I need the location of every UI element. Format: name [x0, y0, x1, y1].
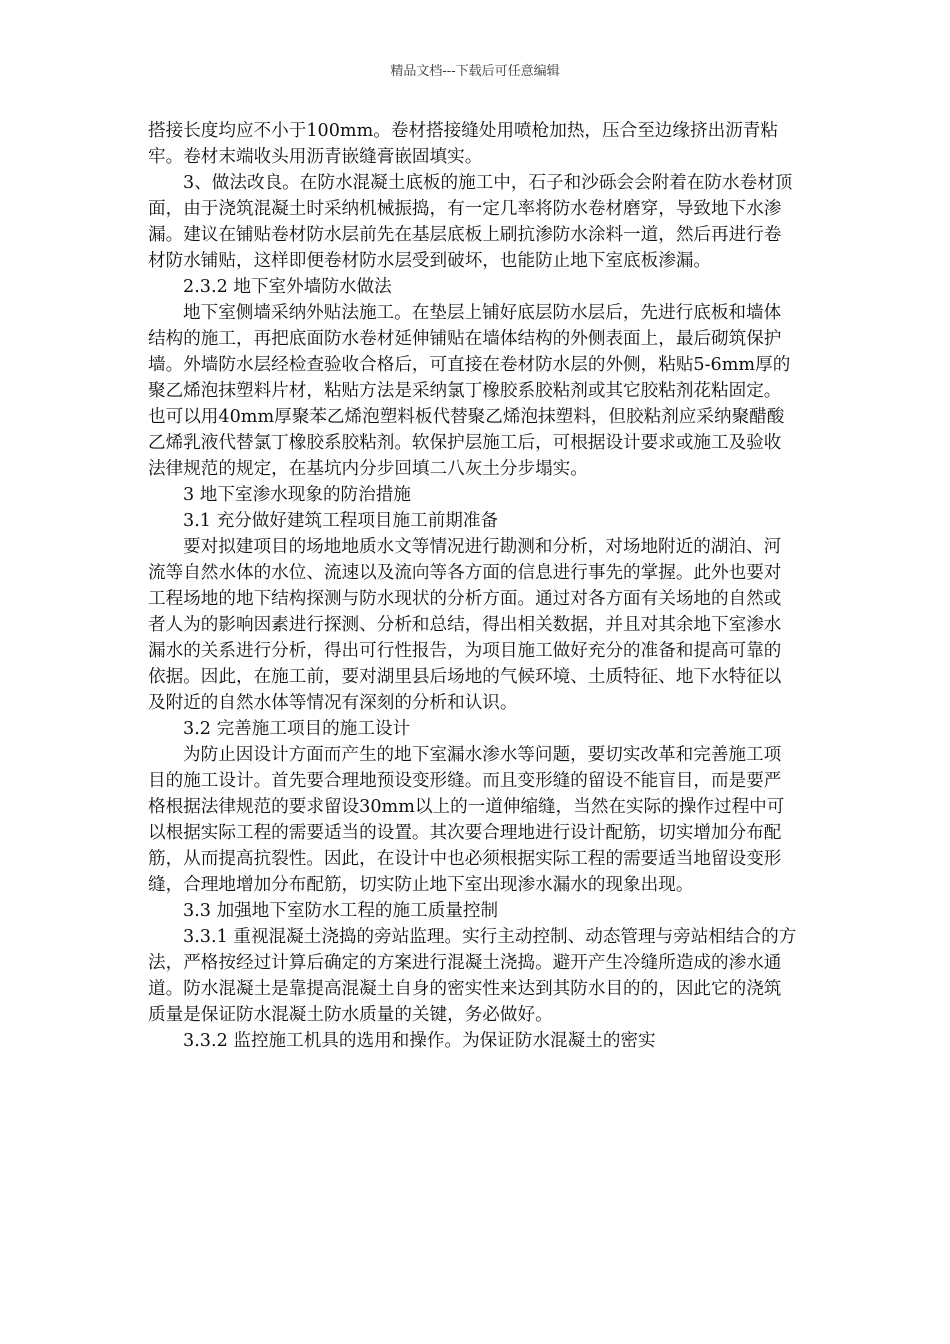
page-header: 精品文档---下载后可任意编辑 [390, 64, 560, 79]
paragraph-exterior-wall: 地下室侧墙采纳外贴法施工。在垫层上铺好底层防水层后，先进行底板和墙体结构的施工，再把底面防水卷材延伸铺贴在墙体结构的外侧表面上，最后砌筑保护墙。外墙防水层经检查验收合格后，可直接在卷材防水层的外侧，粘贴5-6mm厚的聚乙烯泡抹塑料片材，粘贴方法是采纳氯丁橡胶系胶粘剂或其它胶粘剂花粘固定。也可以用40mm厚聚苯乙烯泡塑料板代替聚乙烯泡抹塑料，但胶粘剂应采纳聚醋酸乙烯乳液代替氯丁橡胶系胶粘剂。软保护层施工后，可根据设计要求或施工及验收法律规范的规定，在基坑内分步回填二八灰土分步塌实。 [148, 303, 791, 479]
section-heading-3-2: 3.2 完善施工项目的施工设计 [183, 719, 411, 739]
section-heading-3: 3 地下室渗水现象的防治措施 [183, 485, 411, 505]
section-heading-2-3-2: 2.3.2 地下室外墙防水做法 [183, 277, 392, 297]
paragraph-preparation: 要对拟建项目的场地地质水文等情况进行勘测和分析，对场地附近的湖泊、河流等自然水体的水位、流速以及流向等各方面的信息进行事先的掌握。此外也要对工程场地的地下结构探测与防水现状的分析方面。通过对各方面有关场地的自然或者人为的影响因素进行探测、分析和总结，得出相关数据，并且对其余地下室渗水漏水的关系进行分析，得出可行性报告，为项目施工做好充分的准备和提高可靠的依据。因此，在施工前，要对湖里县后场地的气候环境、土质特征、地下水特征以及附近的自然水体等情况有深刻的分析和认识。 [148, 537, 782, 713]
document-body [148, 118, 798, 1054]
paragraph-design: 为防止因设计方面而产生的地下室漏水渗水等问题，要切实改革和完善施工项目的施工设计。首先要合理地预设变形缝。而且变形缝的留设不能盲目，而是要严格根据法律规范的要求留设30mm以上的一道伸缩缝，当然在实际的操作过程中可以根据实际工程的需要适当的设置。其次要合理地进行设计配筋，切实增加分布配筋，从而提高抗裂性。因此，在设计中也必须根据实际工程的需要适当地留设变形缝，合理地增加分布配筋，切实防止地下室出现渗水漏水的现象出现。 [148, 745, 785, 895]
section-heading-3-3: 3.3 加强地下室防水工程的施工质量控制 [183, 901, 499, 921]
paragraph-3-3-2: 3.3.2 监控施工机具的选用和操作。为保证防水混凝土的密实 [183, 1031, 656, 1051]
paragraph-3-3-1: 3.3.1 重视混凝土浇捣的旁站监理。实行主动控制、动态管理与旁站相结合的方法，严格按经过计算后确定的方案进行混凝土浇捣。避开产生冷缝所造成的渗水通道。防水混凝土是靠提高混凝土自身的密实性来达到其防水目的的，因此它的浇筑质量是保证防水混凝土防水质量的关键，务必做好。 [148, 927, 797, 1025]
section-heading-3-1: 3.1 充分做好建筑工程项目施工前期准备 [183, 511, 499, 531]
paragraph-lap-length: 搭接长度均应不小于100mm。卷材搭接缝处用喷枪加热，压合至边缘挤出沥青粘牢。卷材末端收头用沥青嵌缝膏嵌固填实。 [148, 121, 778, 167]
paragraph-method-improvement: 3、做法改良。在防水混凝土底板的施工中，石子和沙砾会会附着在防水卷材顶面，由于浇筑混凝土时采纳机械振捣，有一定几率将防水卷材磨穿，导致地下水渗漏。建议在铺贴卷材防水层前先在基层底板上刷抗渗防水涂料一道，然后再进行卷材防水铺贴，这样即便卷材防水层受到破坏，也能防止地下室底板渗漏。 [148, 173, 793, 271]
